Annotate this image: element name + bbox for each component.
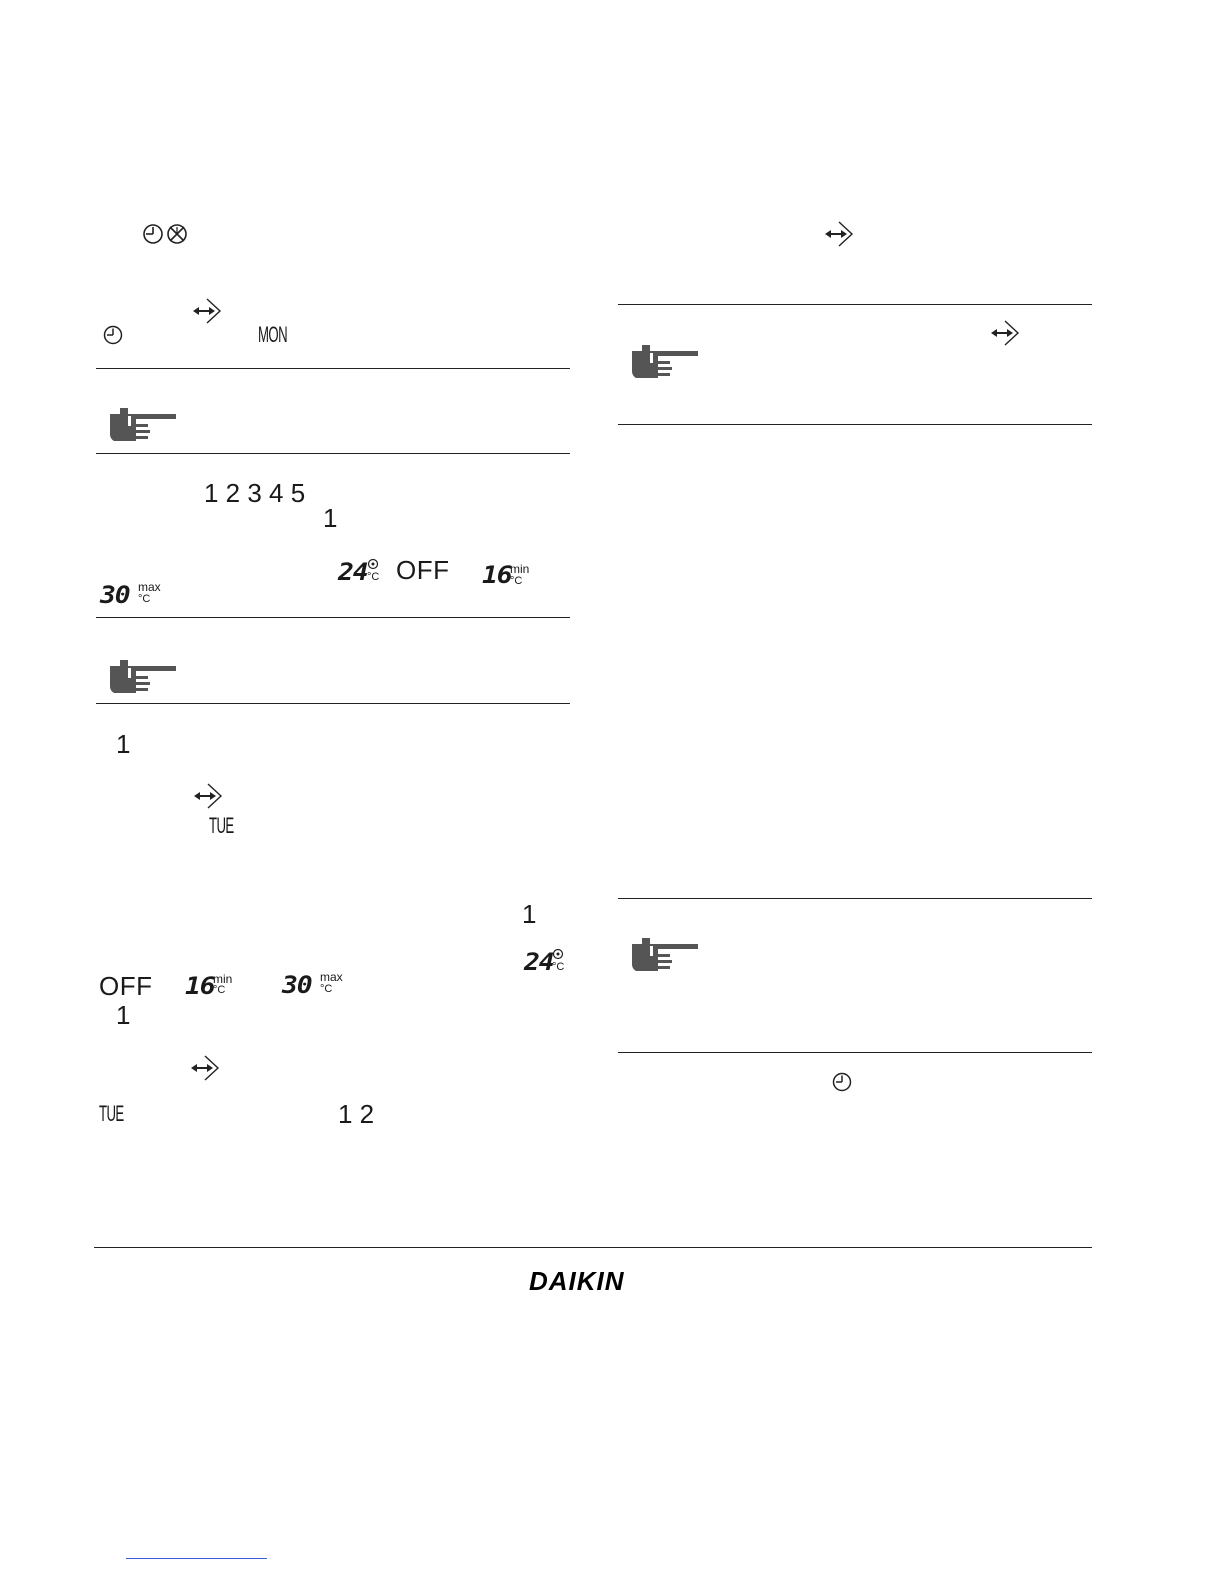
divider (96, 617, 570, 618)
program-number: 1 (116, 1000, 131, 1030)
clock-icon (831, 1071, 853, 1093)
off-label: OFF (99, 971, 153, 1001)
select-diamond-arrow-icon (192, 297, 224, 325)
day-indicator-tue: TUE (99, 1101, 124, 1126)
select-diamond-arrow-icon (824, 220, 856, 248)
pointing-hand-note-icon (628, 934, 700, 974)
divider (618, 304, 1092, 305)
unit-celsius: °C (510, 575, 523, 587)
unit-celsius: °C (213, 984, 226, 996)
timer-off-icon (166, 223, 190, 245)
program-numbers: 1 2 3 4 5 (204, 478, 306, 508)
min-label: min (213, 972, 233, 986)
pointing-hand-note-icon (628, 341, 700, 381)
daikin-logo: DAIKIN (529, 1266, 625, 1296)
program-number: 1 (522, 899, 537, 929)
footer-divider (94, 1247, 1092, 1248)
day-indicator-mon: MON (258, 322, 287, 347)
select-diamond-arrow-icon (190, 1054, 222, 1082)
divider (618, 1052, 1092, 1053)
pointing-hand-note-icon (106, 656, 178, 696)
step-number: 1 (116, 729, 131, 759)
divider (96, 703, 570, 704)
day-indicator-tue: TUE (209, 813, 234, 838)
off-label: OFF (396, 555, 450, 585)
max-temperature: 30 (100, 581, 130, 609)
max-label: max (138, 580, 161, 594)
min-label: min (510, 562, 530, 576)
min-temperature: 16 (482, 561, 512, 589)
link-underline[interactable] (126, 1558, 267, 1559)
divider (618, 898, 1092, 899)
max-temperature: 30 (282, 971, 312, 999)
divider (96, 368, 570, 369)
divider (618, 424, 1092, 425)
setpoint-icon (552, 948, 564, 960)
temperature-setpoint: 24 (524, 948, 554, 976)
min-temperature: 16 (185, 972, 215, 1000)
pointing-hand-note-icon (106, 404, 178, 444)
clock-icon (102, 324, 124, 346)
temperature-setpoint: 24 (338, 558, 368, 586)
program-numbers: 1 2 (338, 1099, 375, 1129)
setpoint-icon (367, 558, 379, 570)
unit-celsius: °C (138, 593, 151, 605)
unit-celsius: °C (552, 961, 565, 973)
program-number: 1 (323, 503, 338, 533)
max-label: max (320, 970, 343, 984)
unit-celsius: °C (367, 571, 380, 583)
select-diamond-arrow-icon (193, 782, 225, 810)
unit-celsius: °C (320, 983, 333, 995)
select-diamond-arrow-icon (990, 319, 1022, 347)
divider (96, 453, 570, 454)
